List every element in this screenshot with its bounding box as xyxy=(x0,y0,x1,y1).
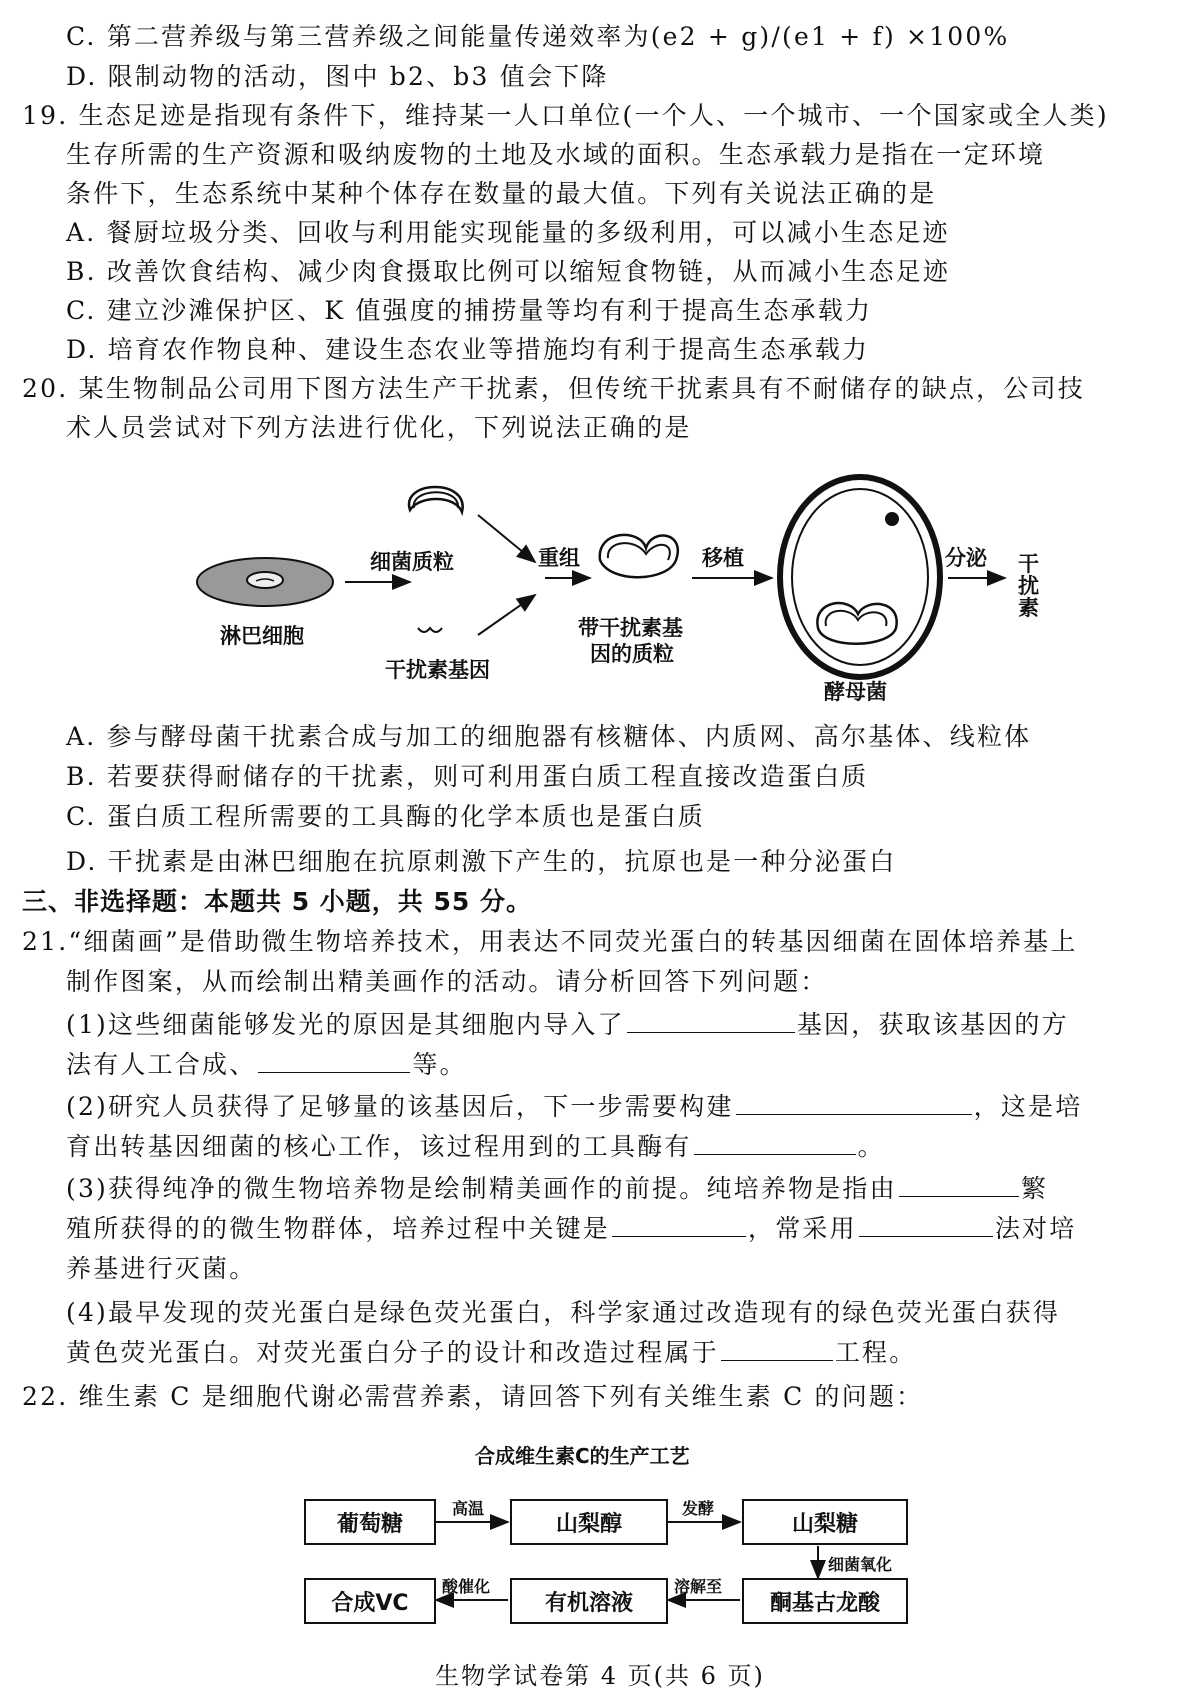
q21-stem-line-1: 21.“细菌画”是借助微生物培养技术，用表达不同荧光蛋白的转基因细菌在固体培养基上 xyxy=(22,927,1078,956)
label-product-char-2: 扰 xyxy=(1018,574,1039,598)
q18-option-c: C. 第二营养级与第三营养级之间能量传递效率为(e2 + g)/(e1 + f) ×100% xyxy=(66,22,1010,51)
label-product-char-1: 干 xyxy=(1018,552,1039,576)
q21-part-1-line-2 xyxy=(66,1048,467,1082)
label-high-temp: 高温 xyxy=(452,1499,485,1518)
q21-stem-line-2: 制作图案，从而绘制出精美画作的活动。请分析回答下列问题： xyxy=(66,967,828,996)
label-dissolve: 溶解至 xyxy=(674,1577,723,1596)
q21-p1-text-a: (1)这些细菌能够发光的原因是其细胞内导入了 xyxy=(66,1010,625,1039)
q20-option-b: B. 若要获得耐储存的干扰素，则可利用蛋白质工程直接改造蛋白质 xyxy=(66,762,869,791)
label-product-char-3: 素 xyxy=(1018,596,1039,620)
answer-blank-8[interactable] xyxy=(721,1336,833,1361)
label-recombinant-plasmid-2: 因的质粒 xyxy=(590,642,674,666)
q19-option-a: A. 餐厨垃圾分类、回收与利用能实现能量的多级利用，可以减小生态足迹 xyxy=(66,218,950,247)
answer-blank-6[interactable] xyxy=(612,1212,746,1237)
q20-stem-line-1: 20. 某生物制品公司用下图方法生产干扰素，但传统干扰素具有不耐储存的缺点，公司技 xyxy=(22,374,1085,403)
label-bacterial-plasmid: 细菌质粒 xyxy=(370,550,454,574)
label-interferon-gene: 干扰素基因 xyxy=(385,658,490,682)
yeast-cell-icon xyxy=(780,477,940,677)
label-ferment: 发酵 xyxy=(682,1499,715,1518)
lymphocyte-cell-icon xyxy=(197,558,333,606)
label-recombinant-plasmid-1: 带干扰素基 xyxy=(578,616,683,640)
q21-p3-text-e: 法对培 xyxy=(994,1214,1077,1243)
q21-p3-text-b: 繁 xyxy=(1020,1174,1049,1203)
box-ketogulonic-acid: 酮基古龙酸 xyxy=(742,1578,908,1624)
q19-option-c: C. 建立沙滩保护区、K 值强度的捕捞量等均有利于提高生态承载力 xyxy=(66,296,873,325)
q19-stem-line-3: 条件下，生态系统中某种个体存在数量的最大值。下列有关说法正确的是 xyxy=(66,179,937,208)
page-footer: 生物学试卷第 4 页(共 6 页) xyxy=(435,1662,765,1690)
label-recombine: 重组 xyxy=(538,546,580,570)
label-bacterial-oxidation: 细菌氧化 xyxy=(828,1555,893,1574)
q19-stem-line-1: 19. 生态足迹是指现有条件下，维持某一人口单位(一个人、一个城市、一个国家或全人类) xyxy=(22,101,1109,130)
arrow-gene xyxy=(478,595,535,635)
q21-p2-text-a: (2)研究人员获得了足够量的该基因后，下一步需要构建 xyxy=(66,1092,734,1121)
box-sorbose: 山梨糖 xyxy=(742,1499,908,1545)
q18-option-d: D. 限制动物的活动，图中 b2、b3 值会下降 xyxy=(66,62,609,91)
q20-option-a: A. 参与酵母菌干扰素合成与加工的细胞器有核糖体、内质网、高尔基体、线粒体 xyxy=(66,722,1032,751)
q21-part-4-line-2 xyxy=(66,1336,916,1370)
flowchart-title: 合成维生素C的生产工艺 xyxy=(475,1444,690,1468)
label-secrete: 分泌 xyxy=(945,546,987,570)
q19-stem-line-2: 生存所需的生产资源和吸纳废物的土地及水域的面积。生态承载力是指在一定环境 xyxy=(66,140,1046,169)
answer-blank-5[interactable] xyxy=(899,1172,1019,1197)
label-transplant: 移植 xyxy=(702,546,744,570)
q21-part-2-line-1 xyxy=(66,1090,1082,1124)
q21-part-4-line-1: (4)最早发现的荧光蛋白是绿色荧光蛋白，科学家通过改造现有的绿色荧光蛋白获得 xyxy=(66,1298,1061,1327)
q21-part-3-line-1 xyxy=(66,1172,1048,1206)
section-3-heading: 三、非选择题：本题共 5 小题，共 55 分。 xyxy=(22,887,533,916)
label-acid-catalysis: 酸催化 xyxy=(442,1577,491,1596)
label-lymphocyte: 淋巴细胞 xyxy=(220,624,304,648)
q21-p2-text-d: 。 xyxy=(857,1132,885,1161)
q21-p3-text-a: (3)获得纯净的微生物培养物是绘制精美画作的前提。纯培养物是指由 xyxy=(66,1174,897,1203)
q21-part-3-line-2 xyxy=(66,1212,1076,1246)
box-synthetic-vc: 合成VC xyxy=(304,1578,436,1624)
q19-option-d: D. 培育农作物良种、建设生态农业等措施均有利于提高生态承载力 xyxy=(66,335,870,364)
q21-p1-text-b: 基因，获取该基因的方 xyxy=(796,1010,1069,1039)
q21-p1-text-c: 法有人工合成、 xyxy=(66,1050,257,1079)
q21-p2-text-c: 育出转基因细菌的核心工作，该过程用到的工具酶有 xyxy=(66,1132,692,1161)
vitamin-c-process-flowchart xyxy=(0,1440,1200,1640)
answer-blank-3[interactable] xyxy=(736,1090,972,1115)
q21-p3-text-d: ，常采用 xyxy=(748,1214,857,1243)
answer-blank-1[interactable] xyxy=(627,1008,795,1033)
q21-p4-text-b: 黄色荧光蛋白。对荧光蛋白分子的设计和改造过程属于 xyxy=(66,1338,719,1367)
bacterial-plasmid-icon xyxy=(409,487,463,512)
q19-option-b: B. 改善饮食结构、减少肉食摄取比例可以缩短食物链，从而减小生态足迹 xyxy=(66,257,951,286)
q21-p1-text-d: 等。 xyxy=(412,1050,467,1079)
answer-blank-4[interactable] xyxy=(694,1130,856,1155)
label-yeast: 酵母菌 xyxy=(824,680,887,704)
q20-stem-line-2: 术人员尝试对下列方法进行优化，下列说法正确的是 xyxy=(66,413,692,442)
box-sorbitol: 山梨醇 xyxy=(510,1499,668,1545)
q21-part-2-line-2 xyxy=(66,1130,885,1164)
interferon-production-figure xyxy=(0,450,1200,704)
answer-blank-7[interactable] xyxy=(859,1212,993,1237)
box-glucose: 葡萄糖 xyxy=(304,1499,436,1545)
q20-option-c: C. 蛋白质工程所需要的工具酶的化学本质也是蛋白质 xyxy=(66,802,706,831)
recombinant-plasmid-icon xyxy=(600,535,678,577)
box-organic-solution: 有机溶液 xyxy=(510,1578,668,1624)
q21-part-1-line-1 xyxy=(66,1008,1069,1042)
q21-part-3-line-3: 养基进行灭菌。 xyxy=(66,1254,257,1283)
q22-stem: 22. 维生素 C 是细胞代谢必需营养素，请回答下列有关维生素 C 的问题： xyxy=(22,1382,924,1411)
q21-p3-text-c: 殖所获得的的微生物群体，培养过程中关键是 xyxy=(66,1214,611,1243)
q21-p4-text-c: 工程。 xyxy=(834,1338,917,1367)
q20-option-d: D. 干扰素是由淋巴细胞在抗原刺激下产生的，抗原也是一种分泌蛋白 xyxy=(66,847,897,876)
interferon-gene-icon xyxy=(418,628,442,632)
arrow-plasmid xyxy=(478,515,535,562)
q21-p2-text-b: ，这是培 xyxy=(973,1092,1083,1121)
answer-blank-2[interactable] xyxy=(258,1048,410,1073)
